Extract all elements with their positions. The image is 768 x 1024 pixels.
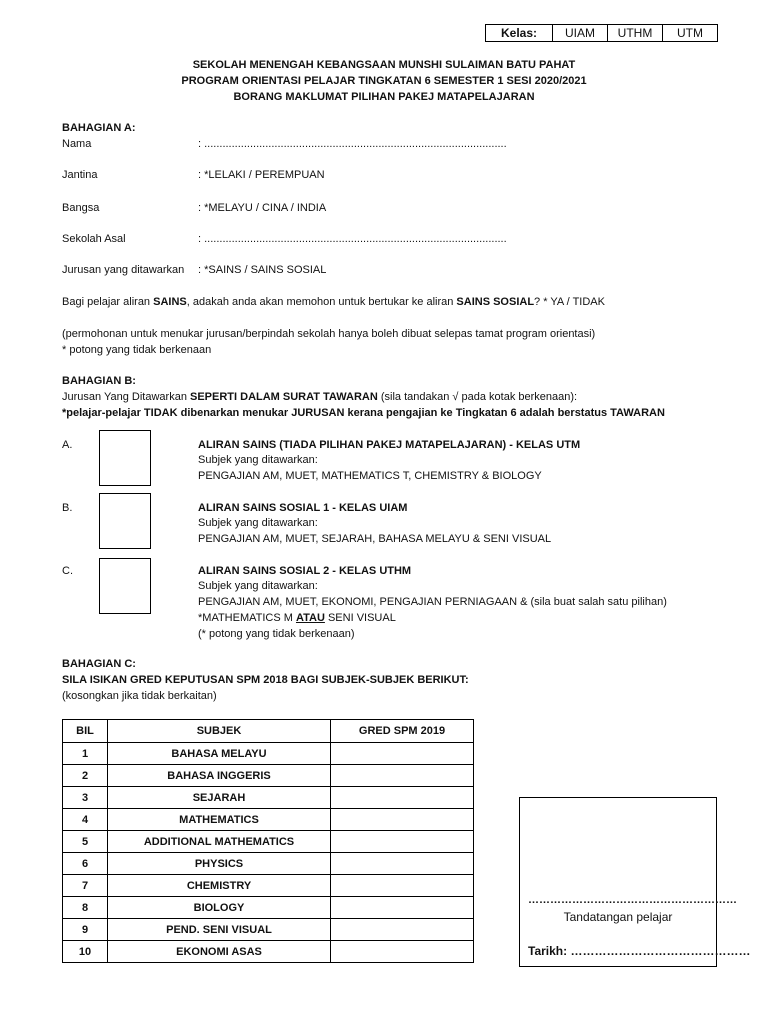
row-bil: 9 bbox=[63, 919, 108, 941]
section-b-warning: *pelajar-pelajar TIDAK dibenarkan menukar JURUSAN kerana pengajian ke Tingkatan 6 adalah berstatus TAWARAN bbox=[62, 407, 665, 419]
row-subjek: PEND. SENI VISUAL bbox=[108, 919, 331, 941]
option-b-sub: Subjek yang ditawarkan: bbox=[198, 517, 318, 529]
kelas-option-uiam[interactable]: UIAM bbox=[553, 25, 608, 42]
row-bil: 3 bbox=[63, 787, 108, 809]
option-b-letter: B. bbox=[62, 502, 73, 514]
field-nama-value[interactable]: : ................................................................................................... bbox=[198, 138, 507, 150]
table-row bbox=[63, 831, 474, 853]
row-gred-cell[interactable] bbox=[331, 941, 474, 963]
row-gred-cell[interactable] bbox=[331, 831, 474, 853]
section-b-intro: Jurusan Yang Ditawarkan SEPERTI DALAM SURAT TAWARAN (sila tandakan √ pada kotak berkenaan): bbox=[62, 391, 578, 403]
option-a-checkbox[interactable] bbox=[99, 430, 151, 486]
row-gred-cell[interactable] bbox=[331, 765, 474, 787]
table-row bbox=[63, 809, 474, 831]
row-subjek: BIOLOGY bbox=[108, 897, 331, 919]
row-subjek: EKONOMI ASAS bbox=[108, 941, 331, 963]
row-bil: 4 bbox=[63, 809, 108, 831]
table-row bbox=[63, 765, 474, 787]
row-subjek: MATHEMATICS bbox=[108, 809, 331, 831]
option-a-title: ALIRAN SAINS (TIADA PILIHAN PAKEJ MATAPELAJARAN) - KELAS UTM bbox=[198, 439, 581, 451]
field-sekolah-value[interactable]: : ................................................................................................... bbox=[198, 233, 507, 245]
table-row bbox=[63, 941, 474, 963]
option-c-letter: C. bbox=[62, 565, 73, 577]
kelas-box bbox=[485, 24, 718, 42]
row-bil: 2 bbox=[63, 765, 108, 787]
row-gred-cell[interactable] bbox=[331, 875, 474, 897]
row-subjek: SEJARAH bbox=[108, 787, 331, 809]
field-bangsa-value[interactable]: : *MELAYU / CINA / INDIA bbox=[198, 202, 327, 214]
transfer-question[interactable]: Bagi pelajar aliran SAINS, adakah anda akan memohon untuk bertukar ke aliran SAINS SOSIAL? * YA / TIDAK bbox=[62, 296, 605, 308]
table-row bbox=[63, 919, 474, 941]
row-gred-cell[interactable] bbox=[331, 897, 474, 919]
row-gred-cell[interactable] bbox=[331, 743, 474, 765]
signature-line: ………………………………………………… bbox=[528, 894, 737, 906]
row-bil: 1 bbox=[63, 743, 108, 765]
option-b-checkbox[interactable] bbox=[99, 493, 151, 549]
col-subjek: SUBJEK bbox=[108, 720, 331, 743]
option-c-checkbox[interactable] bbox=[99, 558, 151, 614]
section-a-title: BAHAGIAN A: bbox=[62, 122, 136, 134]
school-name: SEKOLAH MENENGAH KEBANGSAAN MUNSHI SULAIMAN BATU PAHAT bbox=[192, 59, 576, 71]
transfer-note: (permohonan untuk menukar jurusan/berpindah sekolah hanya boleh dibuat selepas tamat program orientasi) bbox=[62, 328, 596, 340]
section-c-note: (kosongkan jika tidak berkaitan) bbox=[62, 690, 217, 702]
row-bil: 6 bbox=[63, 853, 108, 875]
kelas-option-uthm[interactable]: UTHM bbox=[608, 25, 663, 42]
field-jurusan-label: Jurusan yang ditawarkan bbox=[62, 264, 185, 276]
grade-table bbox=[62, 719, 474, 963]
section-b-title: BAHAGIAN B: bbox=[62, 375, 136, 387]
signature-box[interactable] bbox=[519, 797, 751, 967]
table-row bbox=[63, 743, 474, 765]
form-title: BORANG MAKLUMAT PILIHAN PAKEJ MATAPELAJARAN bbox=[233, 91, 535, 103]
strike-note: * potong yang tidak berkenaan bbox=[62, 344, 212, 356]
field-sekolah-label: Sekolah Asal bbox=[62, 233, 126, 245]
row-gred-cell[interactable] bbox=[331, 787, 474, 809]
date-field[interactable]: Tarikh: ……………………………………… bbox=[528, 944, 751, 958]
row-gred-cell[interactable] bbox=[331, 919, 474, 941]
row-subjek: PHYSICS bbox=[108, 853, 331, 875]
field-jurusan-value[interactable]: : *SAINS / SAINS SOSIAL bbox=[198, 264, 327, 276]
section-c-title: BAHAGIAN C: bbox=[62, 658, 136, 670]
option-a-letter: A. bbox=[62, 439, 73, 451]
kelas-option-utm[interactable]: UTM bbox=[663, 25, 718, 42]
table-row bbox=[63, 853, 474, 875]
row-bil: 8 bbox=[63, 897, 108, 919]
row-gred-cell[interactable] bbox=[331, 853, 474, 875]
option-c-note: (* potong yang tidak berkenaan) bbox=[198, 628, 355, 640]
option-a-sub: Subjek yang ditawarkan: bbox=[198, 454, 318, 466]
signature-label: Tandatangan pelajar bbox=[563, 910, 673, 924]
table-row bbox=[63, 787, 474, 809]
row-gred-cell[interactable] bbox=[331, 809, 474, 831]
option-c-title: ALIRAN SAINS SOSIAL 2 - KELAS UTHM bbox=[198, 565, 412, 577]
grade-table-header bbox=[63, 720, 474, 743]
field-nama-label: Nama bbox=[62, 138, 92, 150]
table-row bbox=[63, 897, 474, 919]
col-gred: GRED SPM 2019 bbox=[331, 720, 474, 743]
field-jantina-label: Jantina bbox=[62, 169, 98, 181]
option-c-sub: Subjek yang ditawarkan: bbox=[198, 580, 318, 592]
row-subjek: BAHASA INGGERIS bbox=[108, 765, 331, 787]
row-subjek: BAHASA MELAYU bbox=[108, 743, 331, 765]
kelas-label: Kelas: bbox=[486, 25, 553, 42]
field-bangsa-label: Bangsa bbox=[62, 202, 100, 214]
row-bil: 10 bbox=[63, 941, 108, 963]
field-jantina-value[interactable]: : *LELAKI / PEREMPUAN bbox=[198, 169, 325, 181]
row-subjek: CHEMISTRY bbox=[108, 875, 331, 897]
col-bil: BIL bbox=[63, 720, 108, 743]
option-b-title: ALIRAN SAINS SOSIAL 1 - KELAS UIAM bbox=[198, 502, 408, 514]
option-b-subjects: PENGAJIAN AM, MUET, SEJARAH, BAHASA MELAYU & SENI VISUAL bbox=[198, 533, 552, 545]
option-c-subjects: PENGAJIAN AM, MUET, EKONOMI, PENGAJIAN PERNIAGAAN & (sila buat salah satu pilihan) bbox=[198, 596, 667, 608]
row-bil: 7 bbox=[63, 875, 108, 897]
section-c-instruction: SILA ISIKAN GRED KEPUTUSAN SPM 2018 BAGI SUBJEK-SUBJEK BERIKUT: bbox=[62, 674, 469, 686]
option-c-elective: *MATHEMATICS M ATAU SENI VISUAL bbox=[198, 612, 396, 624]
table-row bbox=[63, 875, 474, 897]
row-bil: 5 bbox=[63, 831, 108, 853]
row-subjek: ADDITIONAL MATHEMATICS bbox=[108, 831, 331, 853]
program-title: PROGRAM ORIENTASI PELAJAR TINGKATAN 6 SEMESTER 1 SESI 2020/2021 bbox=[181, 75, 587, 87]
option-a-subjects: PENGAJIAN AM, MUET, MATHEMATICS T, CHEMISTRY & BIOLOGY bbox=[198, 470, 542, 482]
